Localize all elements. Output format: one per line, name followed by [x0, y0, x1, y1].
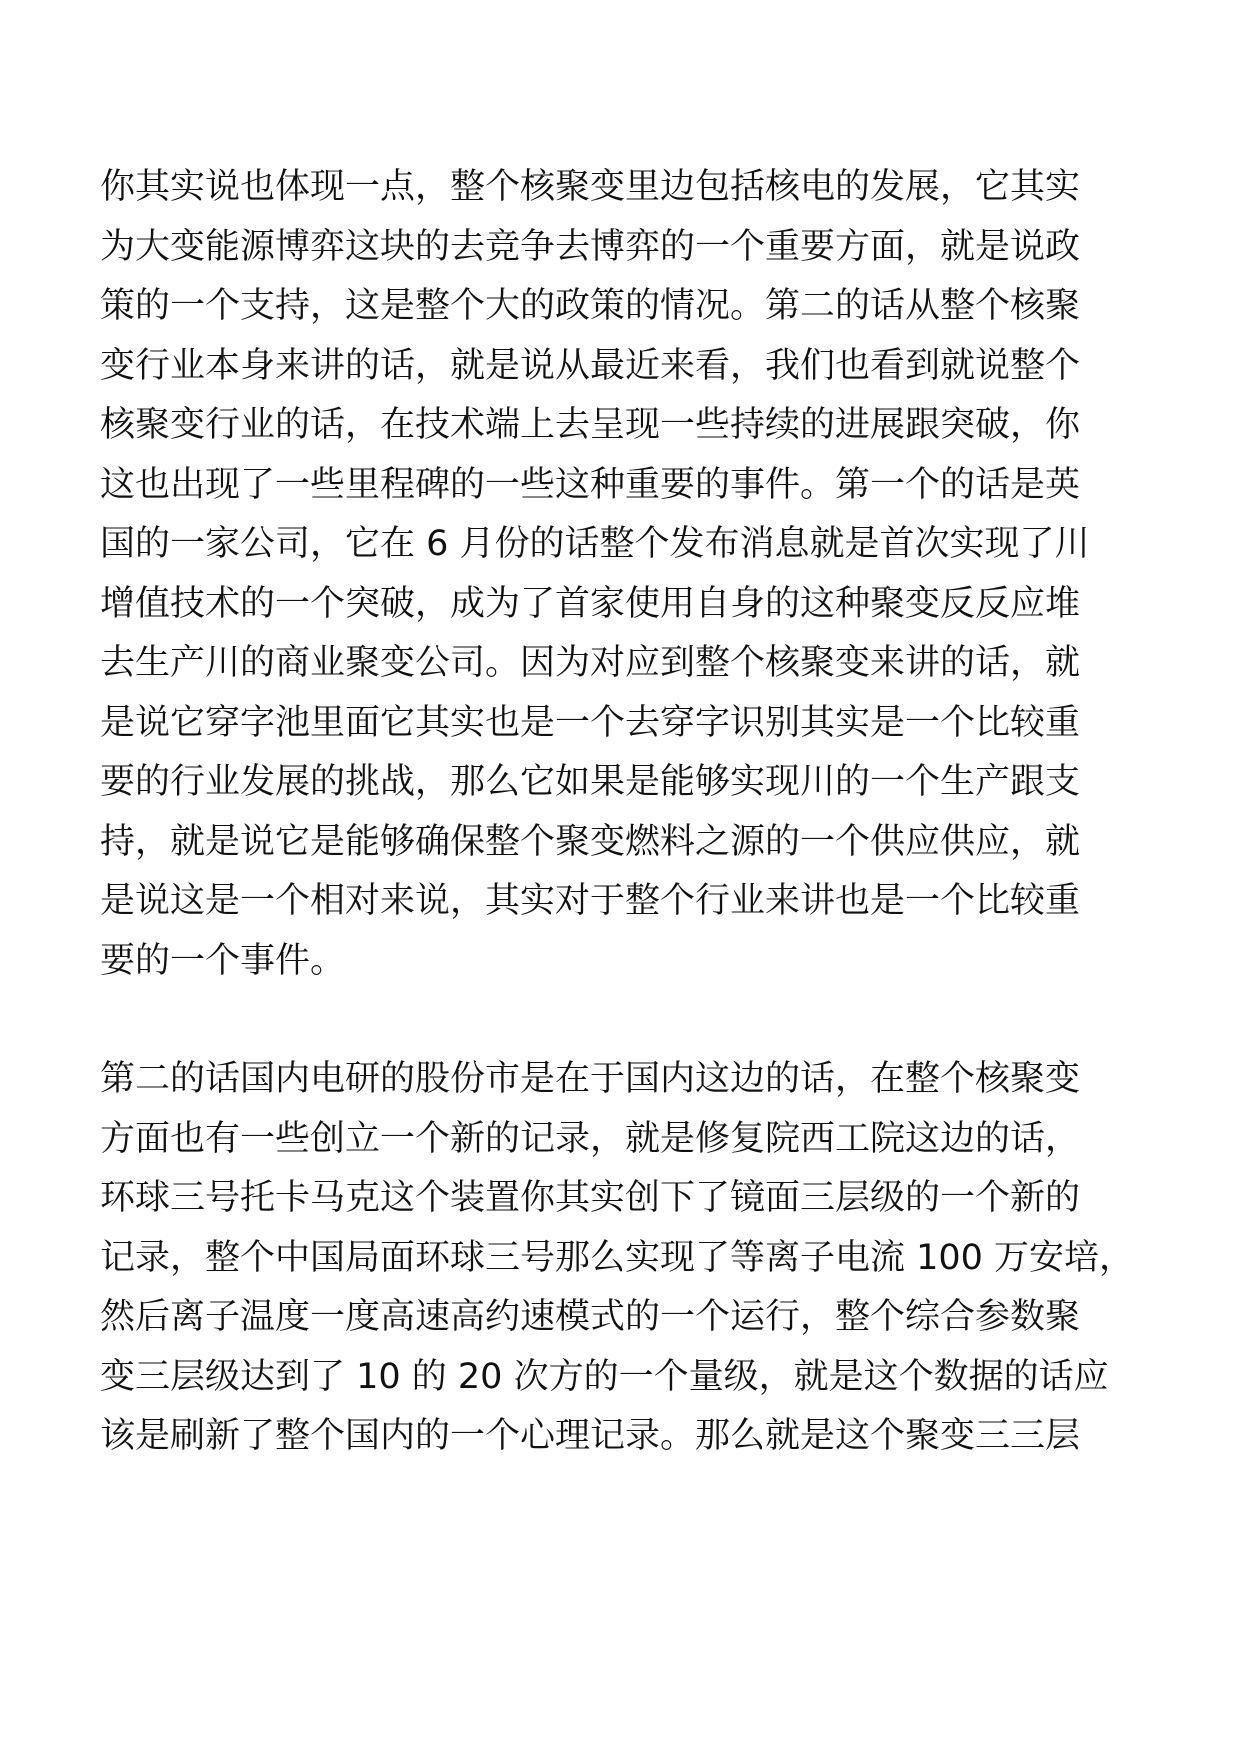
text-line: 是说这是一个相对来说，其实对于整个行业来讲也是一个比较重 [100, 881, 1081, 921]
text-line: 第二的话国内电研的股份市是在于国内这边的话，在整个核聚变 [100, 1059, 1081, 1099]
text-line: 核聚变行业的话，在技术端上去呈现一些持续的进展跟突破，你 [100, 405, 1081, 445]
text-line: 然后离子温度一度高速高约速模式的一个运行，整个综合参数聚 [100, 1297, 1081, 1337]
text-line: 要的一个事件。 [100, 940, 346, 981]
text-line: 为大变能源博弈这块的去竞争去博弈的一个重要方面，就是说政 [100, 226, 1081, 267]
paragraph-1 [100, 158, 1140, 991]
text-line: 该是刷新了整个国内的一个心理记录。那么就是这个聚变三三层 [100, 1416, 1081, 1456]
text-line: 是说它穿字池里面它其实也是一个去穿字识别其实是一个比较重 [100, 702, 1081, 743]
text-line: 这也出现了一些里程碑的一些这种重要的事件。第一个的话是英 [100, 464, 1081, 505]
text-line: 你其实说也体现一点，整个核聚变里边包括核电的发展，它其实 [100, 167, 1081, 207]
text-line: 方面也有一些创立一个新的记录，就是修复院西工院这边的话， [100, 1118, 1081, 1159]
paragraph-2 [100, 1050, 1140, 1467]
text-line: 持，就是说它是能够确保整个聚变燃料之源的一个供应供应，就 [100, 821, 1081, 862]
text-line: 要的行业发展的挑战，那么它如果是能够实现川的一个生产跟支 [100, 762, 1081, 802]
text-line: 国的一家公司，它在 6 月份的话整个发布消息就是首次实现了川 [100, 524, 1090, 564]
text-line: 策的一个支持，这是整个大的政策的情况。第二的话从整个核聚 [100, 286, 1081, 326]
text-line: 记录，整个中国局面环球三号那么实现了等离子电流 100 万安培， [100, 1237, 1135, 1278]
text-line: 环球三号托卡马克这个装置你其实创下了镜面三层级的一个新的 [100, 1178, 1081, 1218]
text-line: 增值技术的一个突破，成为了首家使用自身的这种聚变反反应堆 [100, 583, 1081, 624]
text-line: 去生产川的商业聚变公司。因为对应到整个核聚变来讲的话，就 [100, 643, 1081, 683]
document-body [100, 158, 1140, 1467]
text-line: 变三层级达到了 10 的 20 次方的一个量级，就是这个数据的话应 [100, 1356, 1109, 1397]
text-line: 变行业本身来讲的话，就是说从最近来看，我们也看到就说整个 [100, 345, 1081, 386]
